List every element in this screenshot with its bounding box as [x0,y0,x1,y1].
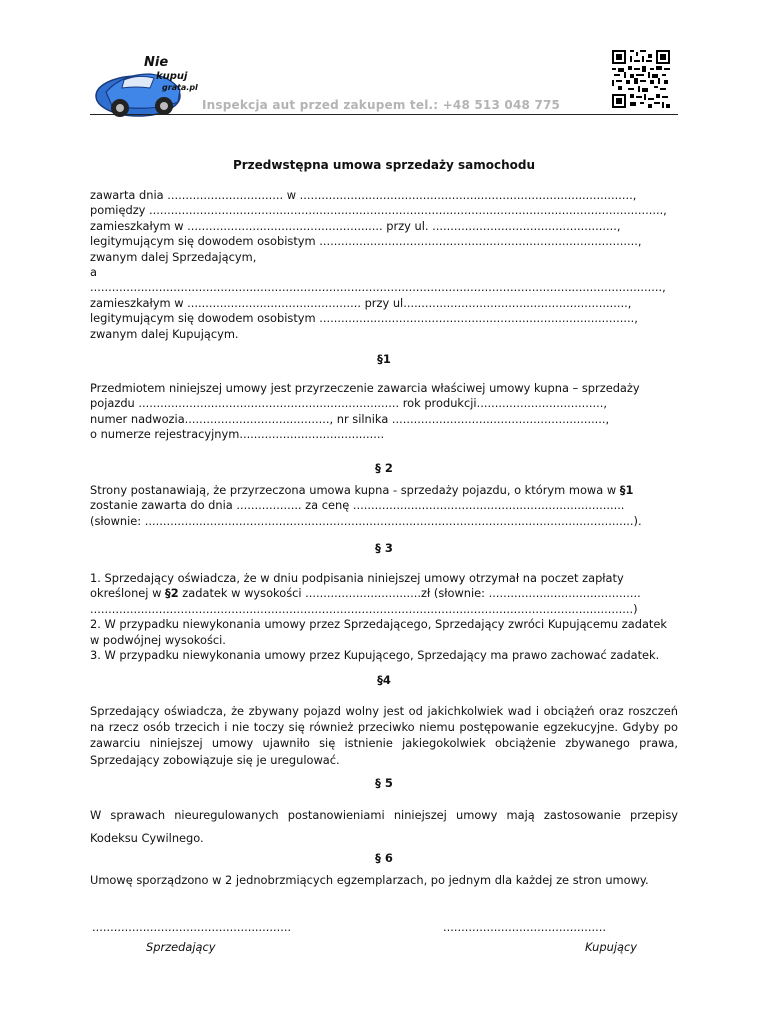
party-line: pomiędzy .............................................................................................................................................., [90,203,667,218]
party-line: a [90,264,97,279]
section-5-heading: § 5 [375,776,393,790]
section-3-line: 1. Sprzedający oświadcza, że w dniu podpisania niniejszej umowy otrzymał na poczet zapłaty [90,571,624,585]
section-3-text: zadatek w wysokości ................................zł (słownie: .......................................... [178,586,641,601]
section-1-line: pojazdu ........................................................................ rok produkcji..................................., [90,396,607,411]
section-1-heading: §1 [377,352,391,366]
section-3-line: 2. W przypadku niewykonania umowy przez Sprzedającego, Sprzedający zwróci Kupującemu zadatek [90,617,667,632]
buyer-label: Kupujący [585,940,637,954]
seller-label: Sprzedający [146,940,216,954]
section-2-body [90,483,680,529]
header-tagline: Inspekcja aut przed zakupem tel.: +48 513 048 775 [202,98,561,112]
section-2-line [90,483,680,498]
section-3-heading: § 3 [375,541,393,555]
section-1-body [90,381,680,443]
seller-signature-line: ....................................................... [92,920,292,934]
section-2-line: zostanie zawarta do dnia .................. za cenę ........................................................................... [90,498,625,513]
buyer-signature-line: ............................................. [443,920,606,934]
section-2-text: Strony postanawiają, że przyrzeczona umowa kupna - sprzedaży pojazdu, o którym mowa w [90,483,620,497]
section-3-body [90,571,680,663]
party-line: legitymującym się dowodem osobistym ......................................................................................., [90,311,638,326]
section-3-ref: §2 [165,586,179,601]
party-line: zamieszkałym w ................................................ przy ul.............................................................., [90,295,632,310]
section-3-line: w podwójnej wysokości. [90,632,226,647]
document-title: Przedwstępna umowa sprzedaży samochodu [232,158,536,172]
section-4-body: Sprzedający oświadcza, że zbywany pojazd wolny jest od jakichkolwiek wad i obciążeń oraz roszczeń na rzecz osób trzecich i nie toczy się również przeciwko niemu postępowanie egzekucyjne. Gdyby po zawarciu niniejszej umowy ujawniło się istnienie jakiegokolwiek obciążenie zbywanego prawa, Sprzedający zobowiązuje się je uregulować. [90,704,678,767]
section-1-line: o numerze rejestracyjnym........................................ [90,427,385,442]
section-4-heading: §4 [377,673,391,687]
party-line: zwanym dalej Sprzedającym, [90,249,257,264]
parties-block [90,188,680,342]
logo-text-kupuj: kupuj [156,71,188,82]
header-divider [90,114,678,115]
section-5-body: W sprawach nieuregulowanych postanowieniami niniejszej umowy mają zastosowanie przepisy Kodeksu Cywilnego. [90,808,678,845]
section-2-line: (słownie: .......................................................................................................................................). [90,513,642,528]
party-line: zamieszkałym w ...................................................... przy ul. ..................................................., [90,218,621,233]
section-3-line [90,586,680,601]
section-2-ref: §1 [619,483,634,497]
party-line: zwanym dalej Kupującym. [90,326,239,341]
section-2-heading: § 2 [375,461,393,475]
logo-text-nie: Nie [144,55,169,70]
logo-text-grata: grata.pl [162,83,198,92]
party-line: legitymującym się dowodem osobistym ........................................................................................, [90,234,642,249]
car-logo-icon [92,52,200,122]
party-line: .............................................................................................................................................................., [90,280,666,295]
section-3-line: ......................................................................................................................................................) [90,601,638,616]
section-6-body: Umowę sporządzono w 2 jednobrzmiących egzemplarzach, po jednym dla każdej ze stron umowy. [90,873,649,887]
party-line: zawarta dnia ................................ w ............................................................................................, [90,188,637,202]
section-6-heading: § 6 [375,851,393,865]
section-1-line: numer nadwozia........................................, nr silnika ..........................................................., [90,411,610,426]
section-3-text: określonej w [90,586,166,601]
section-3-line: 3. W przypadku niewykonania umowy przez Kupującego, Sprzedający ma prawo zachować zadatek. [90,647,660,662]
section-1-line: Przedmiotem niniejszej umowy jest przyrzeczenie zawarcia właściwej umowy kupna – sprzedaży [90,381,640,395]
qr-code-icon [612,50,670,108]
